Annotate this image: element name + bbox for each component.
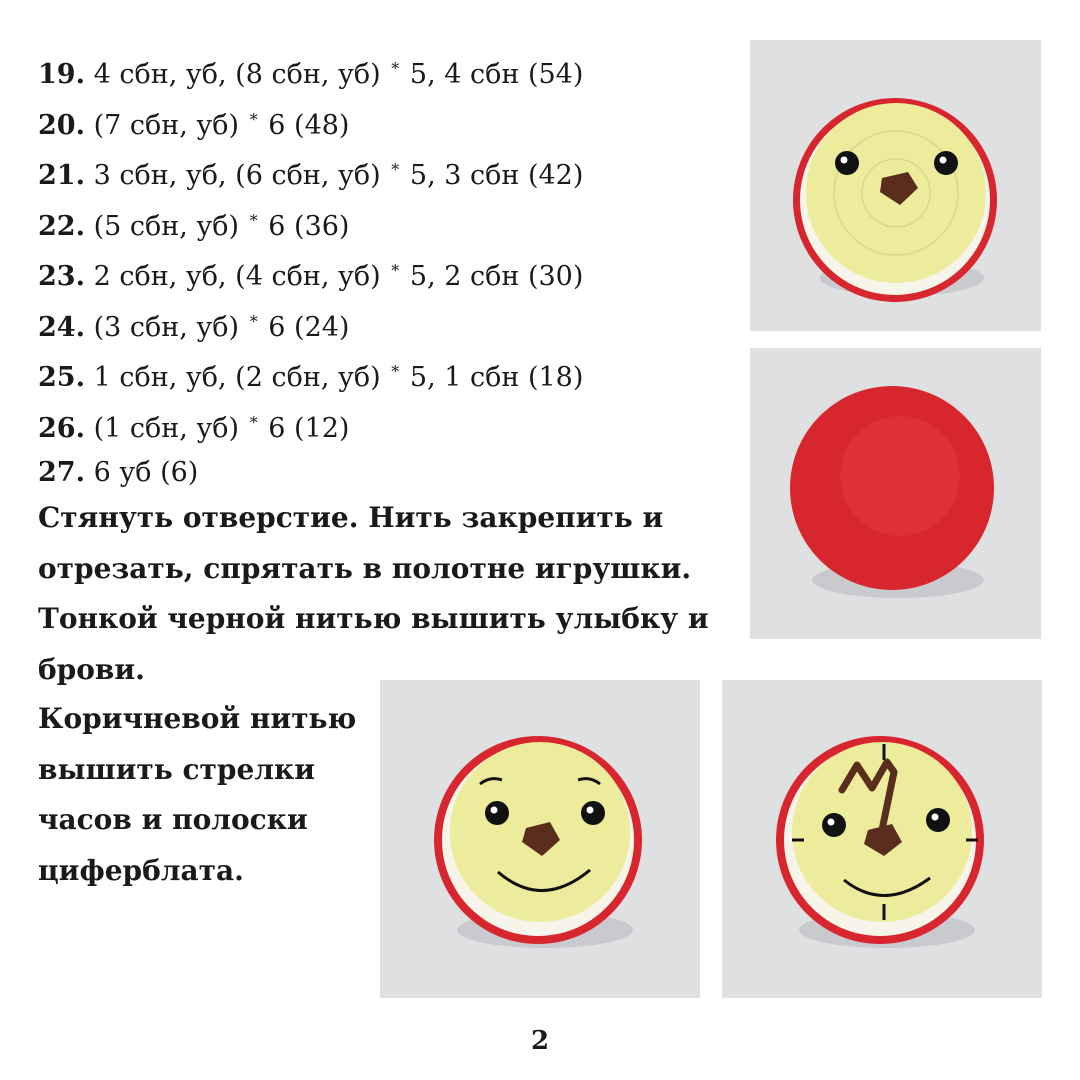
- instruction-row: 19. 4 сбн, уб, (8 сбн, уб) * 5, 4 сбн (54): [38, 59, 584, 90]
- instruction-paragraph-2: Коричневой нитью вышить стрелки часов и полоски циферблата.: [38, 702, 357, 887]
- instruction-paragraph-1: Стянуть отверстие. Нить закрепить и отрезать, спрятать в полотне игрушки. Тонкой черной нитью вышить улыбку и брови.: [38, 501, 709, 686]
- instruction-row: 24. (3 сбн, уб) * 6 (24): [38, 311, 350, 343]
- instruction-row: 22. (5 сбн, уб) * 6 (36): [38, 210, 350, 242]
- instruction-row: 25. 1 сбн, уб, (2 сбн, уб) * 5, 1 сбн (18): [38, 362, 584, 393]
- photo-face-smile: [380, 680, 700, 998]
- instruction-list: [38, 44, 738, 499]
- instruction-row: 23. 2 сбн, уб, (4 сбн, уб) * 5, 2 сбн (30): [38, 261, 584, 292]
- instruction-row: 26. (1 сбн, уб) * 6 (12): [38, 412, 350, 444]
- page-number: 2: [530, 1026, 550, 1056]
- photo-clock-face: [722, 680, 1042, 998]
- photo-red-back: [750, 348, 1041, 639]
- instruction-row: 21. 3 сбн, уб, (6 сбн, уб) * 5, 3 сбн (42): [38, 160, 584, 191]
- instruction-row: 27. 6 уб (6): [38, 457, 199, 488]
- photo-face-front: [750, 40, 1041, 331]
- instruction-row: 20. (7 сбн, уб) * 6 (48): [38, 109, 350, 141]
